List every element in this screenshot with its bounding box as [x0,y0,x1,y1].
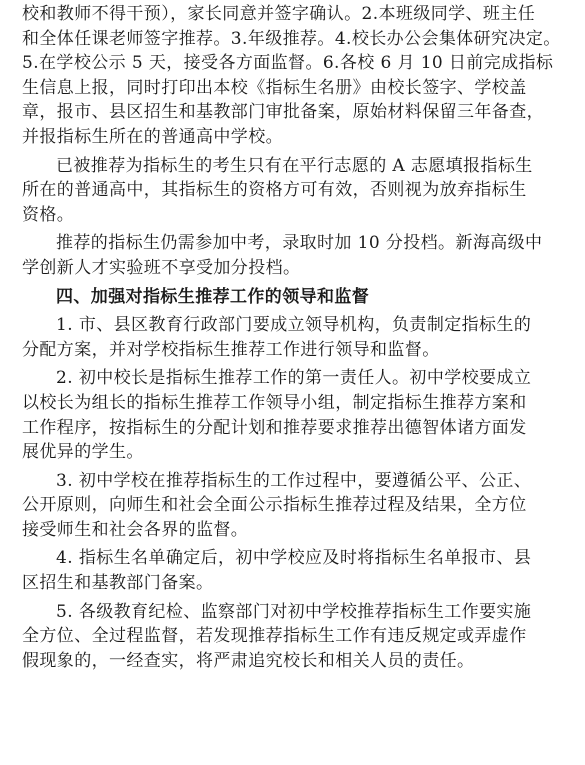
text-line: 章，报市、县区招生和基教部门审批备案，原始材料保留三年备查， [22,102,544,123]
paragraph-start: 推荐的指标生仍需参加中考，录取时加 10 分投档。新海高级中 [56,233,543,254]
paragraph-start: 4. 指标生名单确定后，初中学校应及时将指标生名单报市、县 [56,548,532,569]
text-line: 并报指标生所在的普通高中学校。 [22,126,283,147]
paragraph-start: 5. 各级教育纪检、监察部门对初中学校推荐指标生工作要实施 [56,601,532,622]
text-line: 接受师生和社会各界的监督。 [22,519,249,540]
text-line: 所在的普通高中，其指标生的资格方可有效，否则视为放弃指标生 [22,180,527,201]
section-heading: 四、加强对指标生推荐工作的领导和监督 [56,286,370,307]
paragraph-start: 已被推荐为指标生的考生只有在平行志愿的 A 志愿填报指标生 [56,155,533,176]
text-line: 展优异的学生。 [22,442,144,463]
paragraph-start: 3. 初中学校在推荐指标生的工作过程中，要遵循公平、公正、 [56,470,532,491]
text-line: 分配方案，并对学校指标生推荐工作进行领导和监督。 [22,339,440,360]
text-line: 生信息上报，同时打印出本校《指标生名册》由校长签字、学校盖 [22,77,527,98]
paragraph-start: 2. 初中校长是指标生推荐工作的第一责任人。初中学校要成立 [56,368,532,389]
text-line: 公开原则，向师生和社会全面公示指标生推荐过程及结果，全方位 [22,495,527,516]
text-line: 以校长为组长的指标生推荐工作领导小组，制定指标生推荐方案和 [22,392,527,413]
text-line: 和全体任课老师签字推荐。3.年级推荐。4.校长办公会集体研究决定。 [22,28,561,49]
paragraph-start: 1. 市、县区教育行政部门要成立领导机构，负责制定指标生的 [56,315,532,336]
text-line: 区招生和基教部门备案。 [22,573,214,594]
text-line: 校和教师不得干预），家长同意并签字确认。2.本班级同学、班主任 [22,4,536,24]
text-line: 学创新人才实验班不享受加分投档。 [22,257,301,278]
text-line: 5.在学校公示 5 天，接受各方面监督。6.各校 6 月 10 日前完成指标 [22,53,554,74]
text-line: 全方位、全过程监督，若发现推荐指标生工作有违反规定或弄虚作 [22,626,527,647]
text-line: 假现象的，一经查实，将严肃追究校长和相关人员的责任。 [22,650,475,671]
text-line: 工作程序，按指标生的分配计划和推荐要求推荐出德智体诸方面发 [22,417,527,438]
text-line: 资格。 [22,204,75,225]
